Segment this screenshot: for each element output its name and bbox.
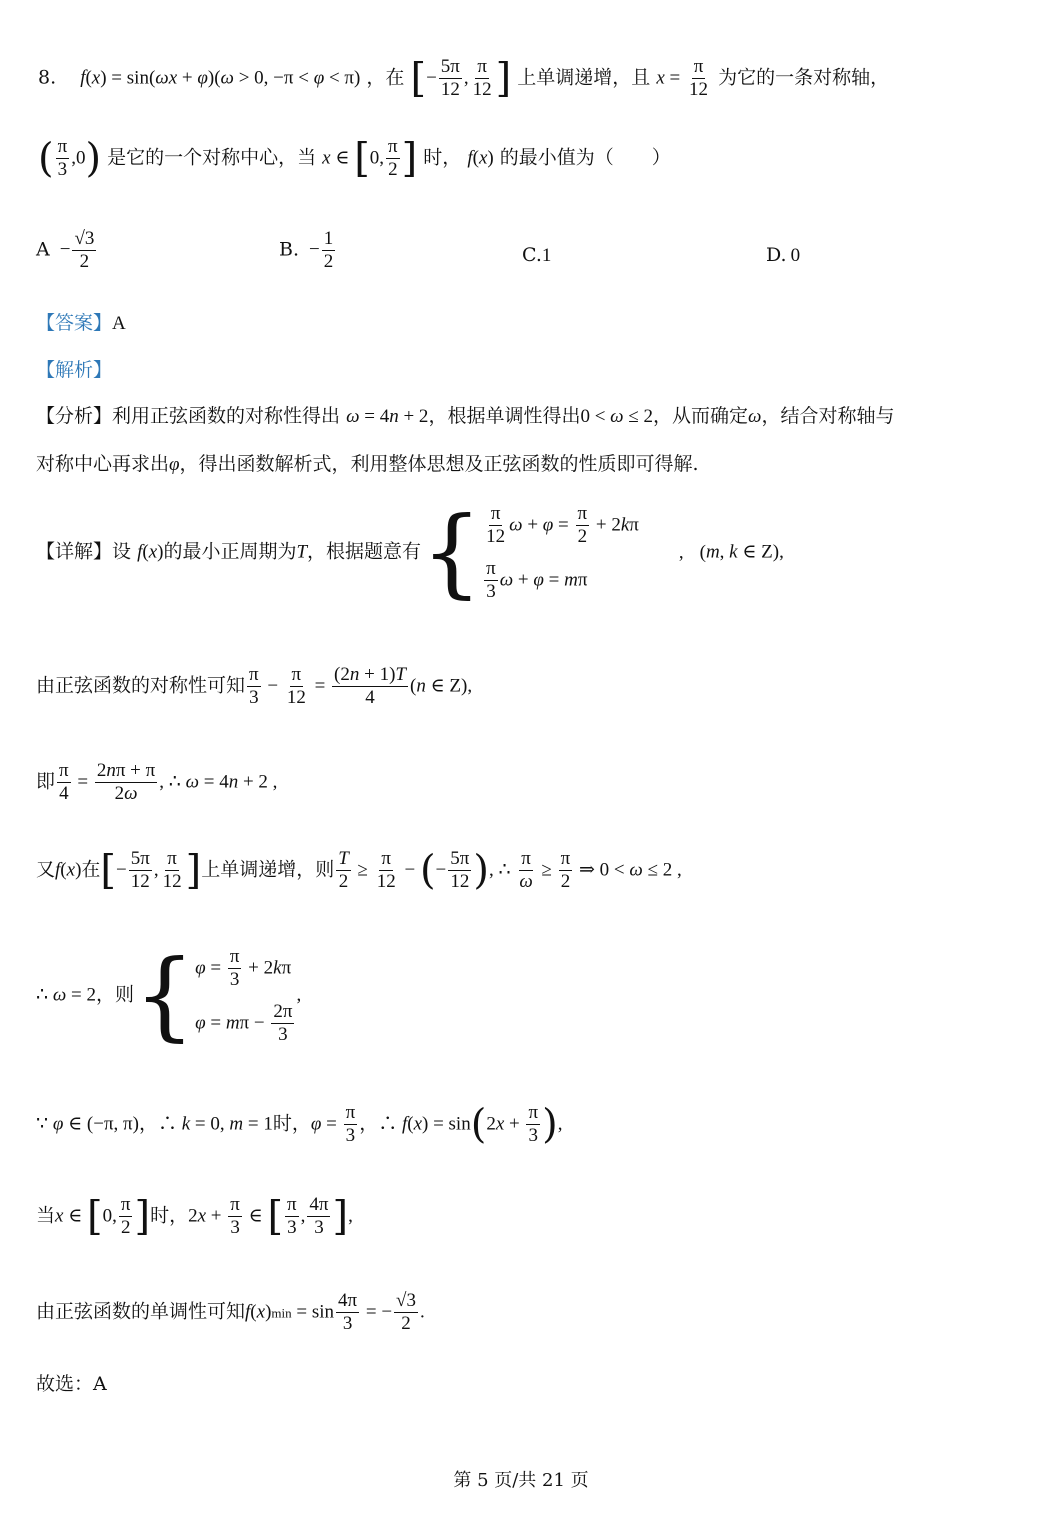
option-b[interactable]: B. − $\frac{1}{2}$ [279,228,334,272]
analysis-line-2: 对称中心再求出φ，得出函数解析式，利用整体思想及正弦函数的性质即可得解. [36,453,699,475]
option-c[interactable]: C.1 [522,244,552,266]
detail-line-5: ∴ ω = 2，则{ φ = $\frac{\pi}{3}$ + 2kπ φ = mπ − $\frac{2\pi}{3}$ , [36,939,302,1052]
detail-line-3: 即 $\frac{\pi}{4}$ = $\frac{2n\pi + \pi}{2\omega}$ , ∴ ω = 4n + 2 , [36,760,278,804]
fraction: $\frac{\pi}{3}$ [57,136,68,180]
detail-line-4: 又f(x)在[− $\frac{5\pi}{12}$ , $\frac{\pi}{12}$ ]上单调递增，则 $\frac{T}{2}$ ≥ $\frac{\pi}{12}$ − (− $\frac{5\pi}{12}$ ), ∴ $\frac{\pi}{\omega}$ ≥ $\frac{\pi}{2}$ ⇒ 0 < ω ≤ 2 , [36,847,682,894]
jiexi-tag: 【解析】 [36,359,113,381]
fraction: $\frac{\pi}{12}$ [472,56,492,100]
detail-line-2: 由正弦函数的对称性可知 $\frac{\pi}{3}$ − $\frac{\pi}{12}$ = $\frac{(2n + 1)T}{4}$ (n ∈ Z), [36,664,473,708]
analysis-line-1: 【分析】利用正弦函数的对称性得出 ω = 4n + 2，根据单调性得出0 < ω ≤ 2，从而确定ω，结合对称轴与 [36,405,895,427]
jiexi-line [36,361,112,380]
page-footer: 第 5 页/共 21 页 [453,1470,589,1491]
answer-tag: 【答案】 [36,312,113,334]
conclusion: 故选：A [36,1373,107,1395]
question-line-1: 8. f(x) = sin(ωx + φ)(ω > 0, −π < φ < π) ，在 [− $\frac{5\pi}{12}$ , $\frac{\pi}{12}$ ] 上单调递增，且 x = $\frac{\pi}{12}$ 为它的一条对称轴， [38,55,890,102]
option-d[interactable]: D. 0 [766,244,801,266]
fraction: $\frac{1}{2}$ [323,228,334,272]
detail-line-7: 当x ∈ [0, $\frac{\pi}{2}$ ]时，2x + $\frac{\pi}{3}$ ∈ [ $\frac{\pi}{3}$ , $\frac{4\pi}{3}$ ], [36,1193,353,1240]
answer-line: 【答案】A [36,312,126,334]
question-number: 8. [38,66,57,89]
fraction: $\frac{5\pi}{12}$ [440,56,460,100]
equation-system: φ = $\frac{\pi}{3}$ + 2kπ φ = mπ − $\frac{2\pi}{3}$ [195,946,293,1045]
detail-line-8: 由正弦函数的单调性可知f(x)min = sin $\frac{4\pi}{3}$ = − $\frac{√3}{2}$ . [36,1290,425,1334]
equation-system: $\frac{\pi}{12}$ ω + φ = $\frac{\pi}{2}$ + 2kπ $\frac{\pi}{3}$ ω + φ = mπ [486,503,639,602]
detail-line-1: 【详解】设 f(x)的最小正周期为T，根据题意有{ $\frac{\pi}{12}$ ω + φ = $\frac{\pi}{2}$ + 2kπ $\frac{\pi}{3}$ ω + φ = mπ , (m, k ∈ Z), [36,496,784,609]
fraction: $\frac{√3}{2}$ [74,228,95,272]
question-line-2: ( $\frac{\pi}{3}$ ,0) 是它的一个对称中心，当 x ∈ [0, $\frac{\pi}{2}$ ] 时， f(x) 的最小值为（ ） [38,135,671,182]
fraction: $\frac{\pi}{2}$ [388,136,398,180]
detail-line-6: ∵ φ ∈ (−π, π)，∴ k = 0, m = 1时，φ = $\frac{\pi}{3}$ ，∴ f(x) = sin(2x + $\frac{\pi}{3}$ ), [36,1101,563,1148]
option-a[interactable]: A − $\frac{√3}{2}$ [36,228,95,272]
fraction: $\frac{\pi}{12}$ [689,56,709,100]
